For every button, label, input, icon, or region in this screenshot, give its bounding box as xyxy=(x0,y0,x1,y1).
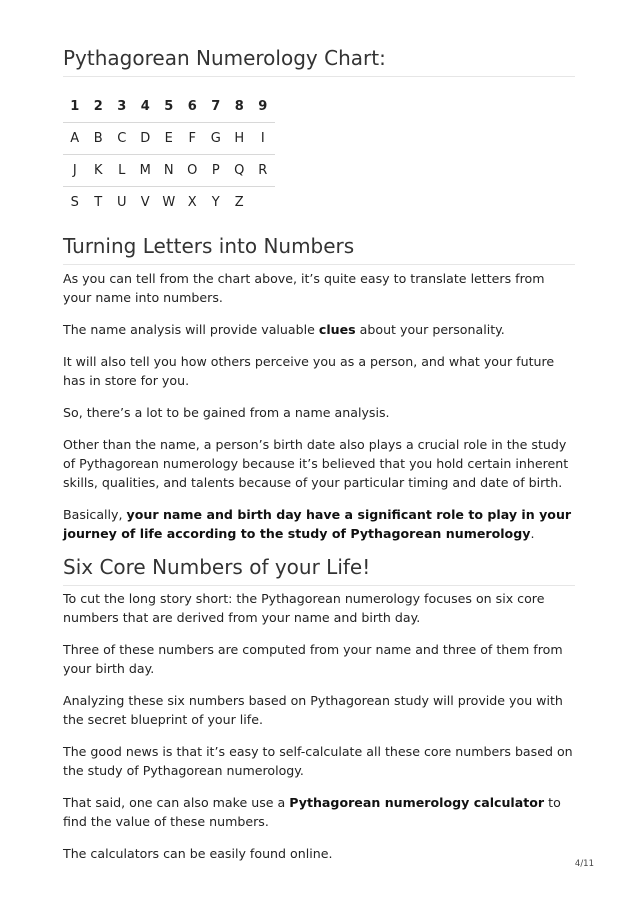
paragraph: The good news is that it’s easy to self-calculate all these core numbers based on the study of Pythagorean numerology. xyxy=(63,744,573,778)
paragraph xyxy=(63,320,575,339)
table-cell: F xyxy=(181,123,205,155)
chart-heading: Pythagorean Numerology Chart: xyxy=(63,46,575,77)
table-header-cell: 6 xyxy=(181,91,205,123)
table-header-cell: 3 xyxy=(110,91,134,123)
table-cell: X xyxy=(187,195,197,210)
table-cell: T xyxy=(94,195,103,210)
table-cell: I xyxy=(251,123,275,155)
table-header-cell: 7 xyxy=(204,91,228,123)
text-run: about your personality. xyxy=(355,322,505,337)
paragraph: Other than the name, a person’s birth date also plays a crucial role in the study of Pythagorean numerology because it’s believed that you hold certain inherent skills, qualities, and talents because of your particular timing and date of birth. xyxy=(63,437,569,490)
table-header-cell: 2 xyxy=(87,91,111,123)
table-cell: Q xyxy=(228,155,252,187)
table-cell: A xyxy=(63,123,87,155)
table-cell: Y xyxy=(211,195,220,210)
text-run: to find the value of these numbers. xyxy=(63,795,561,829)
table-header-row xyxy=(63,91,275,123)
text-run: The name analysis will provide valuable xyxy=(63,322,319,337)
table-row xyxy=(63,123,275,155)
table-cell: J xyxy=(63,155,87,187)
table-cell: C xyxy=(110,123,134,155)
table-cell: S xyxy=(70,195,79,210)
table-header-cell: 1 xyxy=(63,91,87,123)
table-cell: G xyxy=(204,123,228,155)
paragraph: Three of these numbers are computed from your name and three of them from your birth day. xyxy=(63,642,563,676)
table-cell: O xyxy=(181,155,205,187)
page-number: 4/11 xyxy=(574,859,594,869)
table-cell: M xyxy=(134,155,158,187)
table-cell: V xyxy=(140,195,150,210)
table-cell: P xyxy=(204,155,228,187)
bold-text: your name and birth day have a significant role to play in your journey of life according to the study of Pythagorean numerology xyxy=(63,507,572,541)
bold-text: clues xyxy=(318,322,356,337)
table-cell: H xyxy=(228,123,252,155)
table-cell xyxy=(251,187,275,219)
paragraph: So, there’s a lot to be gained from a name analysis. xyxy=(63,405,390,420)
bold-text: Pythagorean numerology calculator xyxy=(289,795,545,810)
text-run: Basically, xyxy=(63,507,127,522)
table-cell: B xyxy=(87,123,111,155)
paragraph: Analyzing these six numbers based on Pythagorean study will provide you with the secret blueprint of your life. xyxy=(63,693,563,727)
table-cell: U xyxy=(116,195,127,210)
paragraph xyxy=(63,505,575,543)
section-letters-body xyxy=(63,269,575,556)
table-cell: Z xyxy=(234,195,244,210)
paragraph xyxy=(63,793,575,831)
table-row xyxy=(63,155,275,187)
paragraph: As you can tell from the chart above, it’s quite easy to translate letters from your name into numbers. xyxy=(63,271,545,305)
table-cell: D xyxy=(134,123,158,155)
table-header-cell: 9 xyxy=(251,91,275,123)
table-header-cell: 4 xyxy=(134,91,158,123)
table-cell: K xyxy=(87,155,111,187)
paragraph: To cut the long story short: the Pythagorean numerology focuses on six core numbers that are derived from your name and birth day. xyxy=(63,591,545,625)
table-cell: L xyxy=(110,155,134,187)
section-heading-letters: Turning Letters into Numbers xyxy=(63,234,575,265)
text-run: . xyxy=(530,526,535,541)
table-row xyxy=(63,187,275,219)
section-heading-six-core: Six Core Numbers of your Life! xyxy=(63,555,575,586)
table-header-cell: 8 xyxy=(228,91,252,123)
numerology-table xyxy=(63,91,275,218)
paragraph: The calculators can be easily found online. xyxy=(63,846,333,861)
paragraph: It will also tell you how others perceive you as a person, and what your future has in store for you. xyxy=(63,354,555,388)
table-cell: W xyxy=(162,195,176,210)
table-cell: R xyxy=(251,155,275,187)
table-cell: N xyxy=(157,155,181,187)
section-six-core-body xyxy=(63,589,575,876)
text-run: That said, one can also make use a xyxy=(63,795,290,810)
table-header-cell: 5 xyxy=(157,91,181,123)
table-cell: E xyxy=(157,123,181,155)
